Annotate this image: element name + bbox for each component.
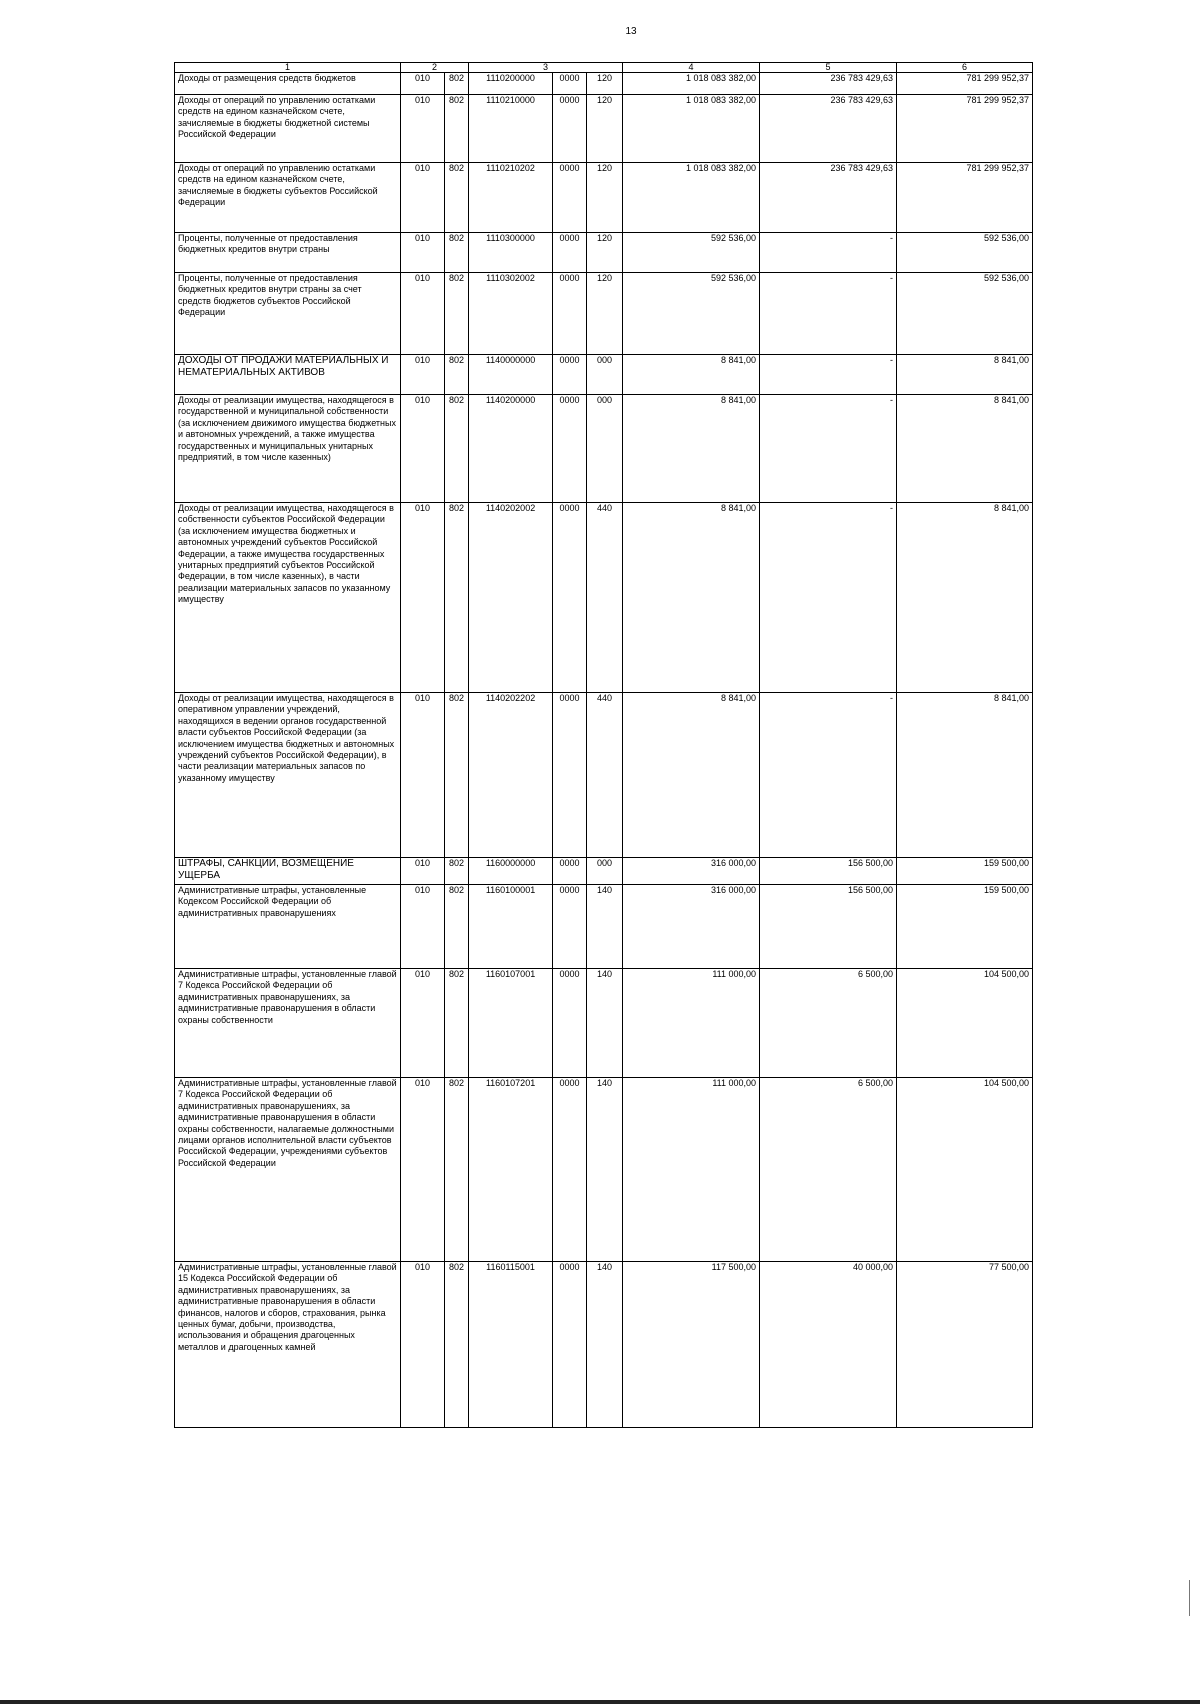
executed-amount: - <box>760 395 897 503</box>
code-sub: 0000 <box>553 969 587 1078</box>
code-kosgu: 440 <box>587 693 623 858</box>
code-main: 1160107001 <box>469 969 553 1078</box>
code-kosgu: 140 <box>587 885 623 969</box>
code-main: 1110210202 <box>469 163 553 233</box>
column-header: 3 <box>469 63 623 73</box>
code-chapter: 010 <box>401 73 445 95</box>
code-admin: 802 <box>445 693 469 858</box>
row-description: Доходы от размещения средств бюджетов <box>175 73 401 95</box>
scan-bottom-border <box>0 1700 1200 1704</box>
executed-amount: 156 500,00 <box>760 885 897 969</box>
table-row <box>175 969 1033 1078</box>
remaining-amount: 781 299 952,37 <box>897 95 1033 163</box>
code-sub: 0000 <box>553 395 587 503</box>
remaining-amount: 592 536,00 <box>897 273 1033 355</box>
code-sub: 0000 <box>553 693 587 858</box>
code-kosgu: 120 <box>587 233 623 273</box>
code-sub: 0000 <box>553 355 587 395</box>
code-main: 1140000000 <box>469 355 553 395</box>
row-description: Доходы от реализации имущества, находящегося в государственной и муниципальной собственности (за исключением движимого имущества бюджетных и автономных учреждений, а также имущества государственных и муниципальных унитарных предприятий, в том числе казенных) <box>175 395 401 503</box>
column-header: 2 <box>401 63 469 73</box>
row-description: ДОХОДЫ ОТ ПРОДАЖИ МАТЕРИАЛЬНЫХ И НЕМАТЕРИАЛЬНЫХ АКТИВОВ <box>175 355 401 395</box>
code-admin: 802 <box>445 395 469 503</box>
code-admin: 802 <box>445 273 469 355</box>
page-number: 13 <box>625 26 637 37</box>
code-admin: 802 <box>445 1262 469 1428</box>
row-description: Административные штрафы, установленные Кодексом Российской Федерации об административных правонарушениях <box>175 885 401 969</box>
code-kosgu: 120 <box>587 273 623 355</box>
remaining-amount: 592 536,00 <box>897 233 1033 273</box>
remaining-amount: 159 500,00 <box>897 885 1033 969</box>
code-main: 1140200000 <box>469 395 553 503</box>
remaining-amount: 8 841,00 <box>897 693 1033 858</box>
planned-amount: 8 841,00 <box>623 355 760 395</box>
table-row <box>175 233 1033 273</box>
planned-amount: 316 000,00 <box>623 885 760 969</box>
remaining-amount: 159 500,00 <box>897 858 1033 885</box>
code-chapter: 010 <box>401 273 445 355</box>
code-main: 1110200000 <box>469 73 553 95</box>
table-row <box>175 163 1033 233</box>
table-row <box>175 355 1033 395</box>
executed-amount: 6 500,00 <box>760 969 897 1078</box>
executed-amount: 156 500,00 <box>760 858 897 885</box>
code-sub: 0000 <box>553 1262 587 1428</box>
code-sub: 0000 <box>553 885 587 969</box>
code-chapter: 010 <box>401 355 445 395</box>
executed-amount: - <box>760 233 897 273</box>
code-kosgu: 000 <box>587 355 623 395</box>
code-chapter: 010 <box>401 885 445 969</box>
column-header: 6 <box>897 63 1033 73</box>
code-chapter: 010 <box>401 858 445 885</box>
row-description: Административные штрафы, установленные главой 7 Кодекса Российской Федерации об административных правонарушениях, за административные правонарушения в области охраны собственности <box>175 969 401 1078</box>
code-chapter: 010 <box>401 693 445 858</box>
planned-amount: 592 536,00 <box>623 273 760 355</box>
executed-amount: 236 783 429,63 <box>760 73 897 95</box>
table-row <box>175 1262 1033 1428</box>
code-kosgu: 120 <box>587 73 623 95</box>
code-kosgu: 140 <box>587 1078 623 1262</box>
code-admin: 802 <box>445 73 469 95</box>
code-sub: 0000 <box>553 233 587 273</box>
row-description: Административные штрафы, установленные главой 7 Кодекса Российской Федерации об административных правонарушениях, за административные правонарушения в области охраны собственности, налагаемые должностными лицами органов исполнительной власти субъектов Российской Федерации, учреждениями субъектов Российской Федерации <box>175 1078 401 1262</box>
table-row <box>175 885 1033 969</box>
code-kosgu: 140 <box>587 1262 623 1428</box>
revenue-table <box>174 62 1033 1428</box>
table-row <box>175 693 1033 858</box>
row-description: Доходы от операций по управлению остатками средств на едином казначейском счете, зачисляемые в бюджеты субъектов Российской Федерации <box>175 163 401 233</box>
table-row <box>175 95 1033 163</box>
executed-amount: 236 783 429,63 <box>760 95 897 163</box>
code-sub: 0000 <box>553 95 587 163</box>
planned-amount: 117 500,00 <box>623 1262 760 1428</box>
code-kosgu: 120 <box>587 95 623 163</box>
planned-amount: 111 000,00 <box>623 969 760 1078</box>
code-chapter: 010 <box>401 969 445 1078</box>
planned-amount: 111 000,00 <box>623 1078 760 1262</box>
code-sub: 0000 <box>553 503 587 693</box>
code-admin: 802 <box>445 163 469 233</box>
executed-amount: 6 500,00 <box>760 1078 897 1262</box>
code-main: 1110210000 <box>469 95 553 163</box>
column-header: 4 <box>623 63 760 73</box>
code-chapter: 010 <box>401 95 445 163</box>
planned-amount: 592 536,00 <box>623 233 760 273</box>
scan-edge-mark <box>1189 1580 1190 1616</box>
table-row <box>175 503 1033 693</box>
remaining-amount: 8 841,00 <box>897 395 1033 503</box>
code-sub: 0000 <box>553 1078 587 1262</box>
row-description: Проценты, полученные от предоставления бюджетных кредитов внутри страны за счет средств бюджетов субъектов Российской Федерации <box>175 273 401 355</box>
column-header: 5 <box>760 63 897 73</box>
planned-amount: 1 018 083 382,00 <box>623 73 760 95</box>
planned-amount: 1 018 083 382,00 <box>623 95 760 163</box>
row-description: ШТРАФЫ, САНКЦИИ, ВОЗМЕЩЕНИЕ УЩЕРБА <box>175 858 401 885</box>
column-number-row <box>175 63 1033 73</box>
code-admin: 802 <box>445 355 469 395</box>
code-admin: 802 <box>445 1078 469 1262</box>
remaining-amount: 77 500,00 <box>897 1262 1033 1428</box>
code-sub: 0000 <box>553 858 587 885</box>
code-admin: 802 <box>445 969 469 1078</box>
table-row <box>175 858 1033 885</box>
code-admin: 802 <box>445 885 469 969</box>
planned-amount: 316 000,00 <box>623 858 760 885</box>
executed-amount: 236 783 429,63 <box>760 163 897 233</box>
code-kosgu: 000 <box>587 858 623 885</box>
code-chapter: 010 <box>401 395 445 503</box>
code-admin: 802 <box>445 233 469 273</box>
executed-amount: 40 000,00 <box>760 1262 897 1428</box>
table-row <box>175 395 1033 503</box>
executed-amount: - <box>760 355 897 395</box>
row-description: Проценты, полученные от предоставления бюджетных кредитов внутри страны <box>175 233 401 273</box>
code-main: 1110300000 <box>469 233 553 273</box>
remaining-amount: 104 500,00 <box>897 969 1033 1078</box>
planned-amount: 1 018 083 382,00 <box>623 163 760 233</box>
code-sub: 0000 <box>553 163 587 233</box>
code-chapter: 010 <box>401 503 445 693</box>
code-main: 1160000000 <box>469 858 553 885</box>
remaining-amount: 8 841,00 <box>897 503 1033 693</box>
column-header: 1 <box>175 63 401 73</box>
remaining-amount: 781 299 952,37 <box>897 163 1033 233</box>
code-kosgu: 440 <box>587 503 623 693</box>
table-row <box>175 273 1033 355</box>
code-kosgu: 140 <box>587 969 623 1078</box>
code-sub: 0000 <box>553 73 587 95</box>
remaining-amount: 104 500,00 <box>897 1078 1033 1262</box>
code-main: 1160100001 <box>469 885 553 969</box>
planned-amount: 8 841,00 <box>623 693 760 858</box>
code-admin: 802 <box>445 95 469 163</box>
code-kosgu: 120 <box>587 163 623 233</box>
executed-amount: - <box>760 273 897 355</box>
remaining-amount: 781 299 952,37 <box>897 73 1033 95</box>
code-main: 1110302002 <box>469 273 553 355</box>
row-description: Доходы от реализации имущества, находящегося в собственности субъектов Российской Федерации (за исключением имущества бюджетных и автономных учреждений субъектов Российской Федерации, а также имущества государственных унитарных предприятий субъектов Российской Федерации, в том числе казенных), в части реализации материальных запасов по указанному имуществу <box>175 503 401 693</box>
remaining-amount: 8 841,00 <box>897 355 1033 395</box>
code-sub: 0000 <box>553 273 587 355</box>
table-row <box>175 1078 1033 1262</box>
code-main: 1160107201 <box>469 1078 553 1262</box>
row-description: Доходы от операций по управлению остатками средств на едином казначейском счете, зачисляемые в бюджеты бюджетной системы Российской Федерации <box>175 95 401 163</box>
table-row <box>175 73 1033 95</box>
row-description: Административные штрафы, установленные главой 15 Кодекса Российской Федерации об административных правонарушениях, за административные правонарушения в области финансов, налогов и сборов, страхования, рынка ценных бумаг, добычи, производства, использования и обращения драгоценных металлов и драгоценных камней <box>175 1262 401 1428</box>
row-description: Доходы от реализации имущества, находящегося в оперативном управлении учреждений, находящихся в ведении органов государственной власти субъектов Российской Федерации (за исключением имущества бюджетных и автономных учреждений субъектов Российской Федерации), в части реализации материальных запасов по указанному имуществу <box>175 693 401 858</box>
executed-amount: - <box>760 693 897 858</box>
code-chapter: 010 <box>401 1078 445 1262</box>
executed-amount: - <box>760 503 897 693</box>
code-kosgu: 000 <box>587 395 623 503</box>
code-chapter: 010 <box>401 1262 445 1428</box>
code-admin: 802 <box>445 503 469 693</box>
code-chapter: 010 <box>401 233 445 273</box>
code-chapter: 010 <box>401 163 445 233</box>
code-admin: 802 <box>445 858 469 885</box>
code-main: 1140202202 <box>469 693 553 858</box>
code-main: 1140202002 <box>469 503 553 693</box>
planned-amount: 8 841,00 <box>623 503 760 693</box>
planned-amount: 8 841,00 <box>623 395 760 503</box>
code-main: 1160115001 <box>469 1262 553 1428</box>
